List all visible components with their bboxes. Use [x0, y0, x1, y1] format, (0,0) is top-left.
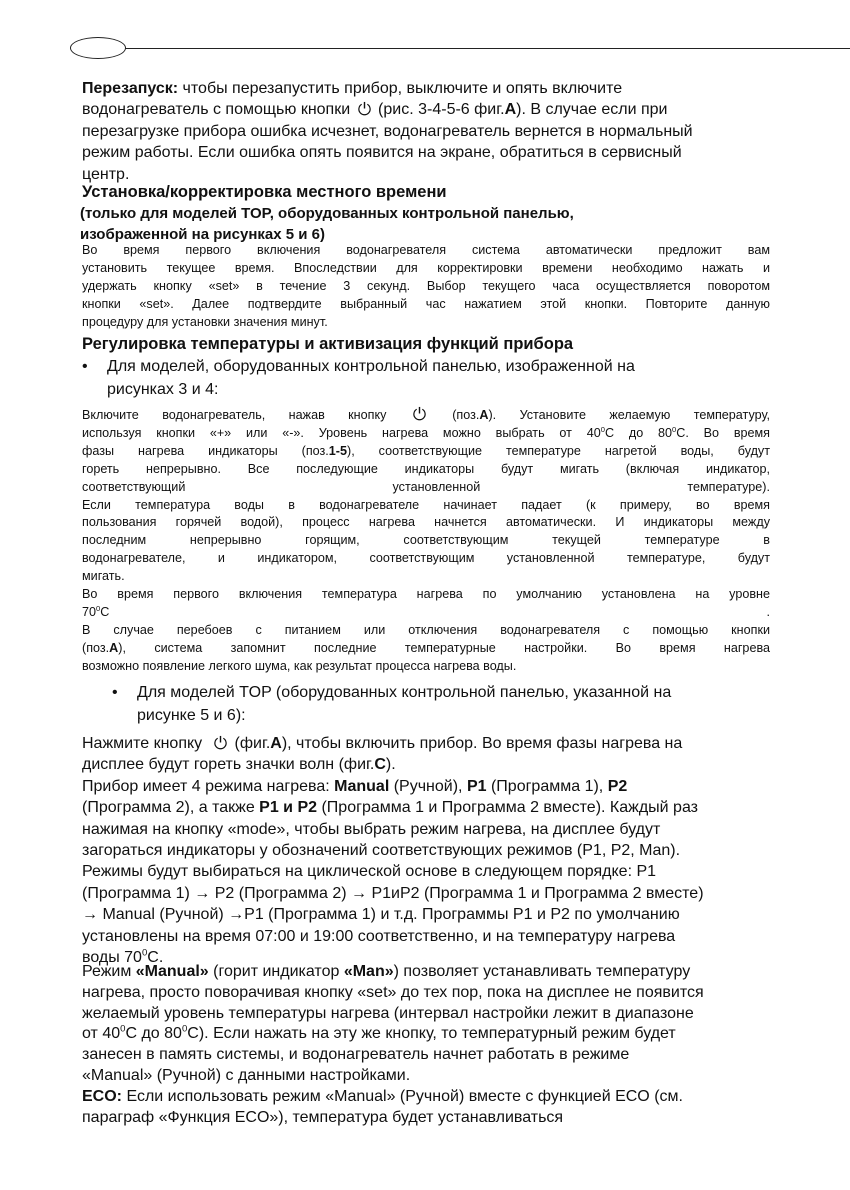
degree-superscript: 0 — [181, 1024, 188, 1036]
text-line — [82, 479, 770, 497]
text-line — [82, 278, 770, 296]
text-span: установлены на время 07:00 и 19:00 соответственно, и на температуру нагрева — [82, 927, 676, 945]
text-line — [82, 532, 770, 550]
text-span: (только для моделей TOP, оборудованных контрольной панелью, — [80, 205, 574, 222]
text-span: дисплее будут гореть значки волн (фиг. — [82, 756, 375, 774]
bold-text: Manual — [334, 777, 390, 795]
time-setting-paragraph — [82, 242, 770, 332]
text-span: удержать кнопку «set» в течение 3 секунд. Выбор текущего часа осуществляется поворотом — [82, 278, 770, 293]
text-line — [82, 242, 770, 260]
text-line — [107, 356, 635, 379]
text-line — [82, 819, 772, 840]
text-span: 70 — [82, 604, 97, 619]
header-rule — [125, 48, 850, 49]
text-line — [82, 754, 772, 775]
text-span: нагрева, просто поворачивая кнопку «set» до тех пор, пока на дисплее не появится — [82, 983, 704, 1001]
bold-text: P1 — [466, 777, 487, 795]
text-span: соответствующий установленной температуре). — [82, 479, 770, 494]
text-line — [82, 1066, 772, 1087]
text-span: кнопки «set». Далее подтвердите выбранный час нажатием этой кнопки. Повторите данную — [82, 296, 770, 311]
text-span: ), чтобы включить прибор. Во время фазы нагрева на — [281, 735, 683, 752]
manual-mode-paragraph — [82, 962, 772, 1128]
text-span: (Ручной), — [389, 777, 467, 795]
text-line — [82, 1108, 772, 1129]
text-span: Если температура воды в водонагревателе начинает падает (к примеру, во время — [82, 497, 770, 512]
text-span: C). Если нажать на эту же кнопку, то температурный режим будет — [187, 1025, 676, 1043]
text-span: Прибор имеет 4 режима нагрева: — [82, 777, 335, 795]
text-line — [82, 776, 772, 797]
bullet-icon: • — [82, 358, 88, 375]
degree-superscript: 0 — [600, 424, 605, 434]
page-number-oval — [70, 37, 126, 59]
degree-superscript: 0 — [141, 947, 148, 959]
text-span: Режимы будут выбираться на циклической основе в следующем порядке: P1 — [82, 863, 657, 881]
text-line — [82, 443, 770, 461]
text-span: ). — [385, 756, 396, 774]
text-span: Во время первого включения водонагревателя система автоматически предложит вам — [82, 243, 770, 257]
text-span: (Программа 2), а также — [82, 799, 260, 817]
power-icon — [412, 406, 427, 421]
text-span: → Manual (Ручной) →P1 (Программа 1) и т.д. Программы P1 и P2 по умолчанию — [82, 906, 680, 924]
bullet-icon: • — [112, 684, 118, 701]
bold-text: «Man» — [343, 963, 394, 980]
text-span: Включите водонагреватель, нажав кнопку — [82, 408, 410, 422]
text-span: от 40 — [82, 1025, 121, 1043]
degree-superscript: 0 — [96, 603, 101, 613]
text-line — [82, 164, 772, 185]
text-span: C до 80 — [604, 425, 673, 440]
top-models-paragraph — [82, 733, 772, 968]
text-span: ). Установите желаемую температуру, — [488, 408, 770, 422]
degree-superscript: 0 — [672, 424, 677, 434]
text-line — [82, 733, 772, 754]
text-span: центр. — [82, 165, 130, 183]
text-span: занесен в память системы, и водонагреватель начнет работать в режиме — [82, 1046, 630, 1064]
text-line — [82, 183, 772, 202]
text-line — [82, 861, 772, 882]
bullet-text — [107, 356, 635, 401]
text-span: В случае перебоев с питанием или отключения водонагревателя с помощью кнопки — [82, 622, 770, 637]
text-span: Режим — [82, 963, 136, 980]
text-line — [82, 550, 770, 568]
text-span: рисунках 3 и 4: — [107, 380, 219, 398]
text-line — [80, 203, 770, 224]
degree-superscript: 0 — [120, 1024, 126, 1036]
text-span: (поз. — [82, 640, 110, 655]
text-span: нажимая на кнопку «mode», чтобы выбрать режим нагрева, на дисплее будут — [82, 820, 661, 838]
text-line — [82, 840, 772, 861]
bold-text: C — [374, 756, 386, 774]
text-span: ). В случае если при — [516, 101, 668, 119]
power-icon — [213, 735, 228, 750]
heading-time-setting-subtitle — [80, 203, 770, 245]
text-span: ), система запомнит последние температурные настройки. Во время нагрева — [118, 640, 770, 655]
text-line — [82, 1004, 772, 1025]
text-span: C до 80 — [125, 1025, 182, 1043]
bold-text: 1-5 — [328, 443, 347, 458]
text-span: (фиг. — [230, 735, 271, 752]
text-span: гореть непрерывно. Все последующие индикаторы будут мигать (включая индикатор, — [82, 461, 770, 476]
text-line — [82, 568, 770, 586]
text-span: загораться индикаторы у обозначений соответствующих режимов (P1, P2, Man). — [82, 842, 681, 860]
text-span: установить текущее время. Впоследствии для корректировки времени необходимо нажать и — [82, 260, 770, 275]
text-line — [82, 904, 772, 925]
text-line — [82, 622, 770, 640]
text-line — [82, 586, 770, 604]
text-span: рисунке 5 и 6): — [137, 706, 246, 724]
text-span: желаемый уровень температуры нагрева (интервал настройки лежит в диапазоне — [82, 1004, 694, 1022]
text-span: мигать. — [82, 569, 125, 584]
bullet-item-top-models — [112, 682, 812, 728]
text-span: Регулировка температуры и активизация функций прибора — [82, 335, 574, 353]
text-line — [82, 335, 772, 354]
text-span: перезагрузке прибора ошибка исчезнет, водонагреватель вернется в нормальный — [82, 122, 693, 140]
restart-paragraph — [82, 78, 772, 185]
text-span: водонагреватель с помощью кнопки — [82, 101, 355, 119]
heading-temperature — [82, 335, 772, 354]
text-line — [82, 797, 772, 818]
text-span: C. Во время — [676, 425, 770, 440]
text-line — [82, 121, 772, 142]
text-span: Нажмите кнопку — [82, 735, 212, 752]
text-span: Во время первого включения температура нагрева по умолчанию установлена на уровне — [82, 587, 770, 602]
text-span: ), соответствующие температуре нагретой воды, будут — [347, 443, 770, 458]
text-line — [82, 604, 770, 622]
bold-text: P2 — [607, 777, 628, 795]
bold-text: «Manual» — [135, 963, 209, 980]
text-span: используя кнопки «+» или «-». Уровень нагрева можно выбрать от 40 — [82, 425, 601, 440]
text-line — [82, 962, 772, 983]
text-span: ) позволяет устанавливать температуру — [393, 963, 691, 980]
power-icon — [357, 101, 372, 116]
text-span: пользования горячей водой), процесс нагрева начнется автоматически. И индикаторы между — [82, 515, 770, 530]
text-line — [82, 406, 770, 425]
text-line — [107, 379, 635, 402]
text-span: фазы нагрева индикаторы (поз. — [82, 443, 329, 458]
bold-text: A — [504, 101, 517, 119]
text-span: (поз. — [428, 408, 480, 422]
bold-text: ECO: — [82, 1087, 122, 1105]
bold-text: A — [479, 408, 489, 422]
text-line — [82, 296, 770, 314]
text-line — [82, 142, 772, 163]
bold-text: P1 и P2 — [259, 799, 318, 817]
bold-text: A — [109, 640, 119, 655]
text-span: (Программа 1) → P2 (Программа 2) → P1иP2 (Программа 1 и Программа 2 вместе) — [82, 884, 704, 902]
text-line — [82, 1087, 772, 1108]
text-span: (Программа 1), — [486, 777, 608, 795]
text-span: (горит индикатор — [208, 963, 344, 980]
bullet-item-models-3-4 — [82, 356, 782, 402]
text-span: изображенной на рисунках 5 и 6) — [80, 226, 325, 243]
text-span: Установка/корректировка местного времени — [82, 183, 447, 201]
text-span: (Программа 1 и Программа 2 вместе). Каждый раз — [317, 799, 698, 817]
text-line — [82, 425, 770, 443]
text-span: чтобы перезапустить прибор, выключите и опять включите — [178, 80, 623, 97]
bullet-text — [137, 682, 671, 727]
text-line — [82, 1024, 772, 1045]
text-line — [82, 78, 772, 99]
text-span: (рис. 3-4-5-6 фиг. — [373, 101, 505, 119]
text-span: процедуру для установки значения минут. — [82, 314, 328, 329]
text-span: C . — [100, 604, 770, 619]
text-line — [82, 260, 770, 278]
text-line — [82, 926, 772, 947]
text-line — [82, 658, 770, 676]
temperature-paragraph — [82, 406, 770, 676]
text-line — [82, 983, 772, 1004]
text-line — [82, 640, 770, 658]
heading-time-setting — [82, 183, 772, 202]
text-line — [82, 1045, 772, 1066]
bold-text: Перезапуск: — [82, 80, 179, 97]
text-line — [82, 314, 770, 332]
text-span: C. — [147, 949, 164, 967]
text-line — [82, 99, 772, 120]
text-line — [82, 883, 772, 904]
text-span: водонагревателе, и индикатором, соответствующим установленной температуре, будут — [82, 551, 770, 566]
text-span: режим работы. Если ошибка опять появится на экране, обратиться в сервисный — [82, 144, 682, 162]
text-span: «Manual» (Ручной) с данными настройками. — [82, 1066, 411, 1084]
text-span: параграф «Функция ECO»), температура будет устанавливаться — [82, 1108, 564, 1126]
text-span: Для моделей TOP (оборудованных контрольной панелью, указанной на — [137, 684, 672, 701]
text-line — [137, 682, 671, 705]
text-span: возможно появление легкого шума, как результат процесса нагрева воды. — [82, 658, 517, 673]
text-span: Если использовать режим «Manual» (Ручной) вместе с функцией ECO (см. — [122, 1087, 683, 1105]
text-line — [137, 705, 671, 728]
text-line — [82, 514, 770, 532]
text-span: воды 70 — [82, 949, 142, 967]
text-line — [82, 497, 770, 515]
text-span: последним непрерывно горящим, соответствующим текущей температуре в — [82, 533, 770, 548]
text-span: Для моделей, оборудованных контрольной панелью, изображенной на — [107, 358, 635, 375]
text-line — [82, 461, 770, 479]
bold-text: A — [270, 735, 282, 752]
